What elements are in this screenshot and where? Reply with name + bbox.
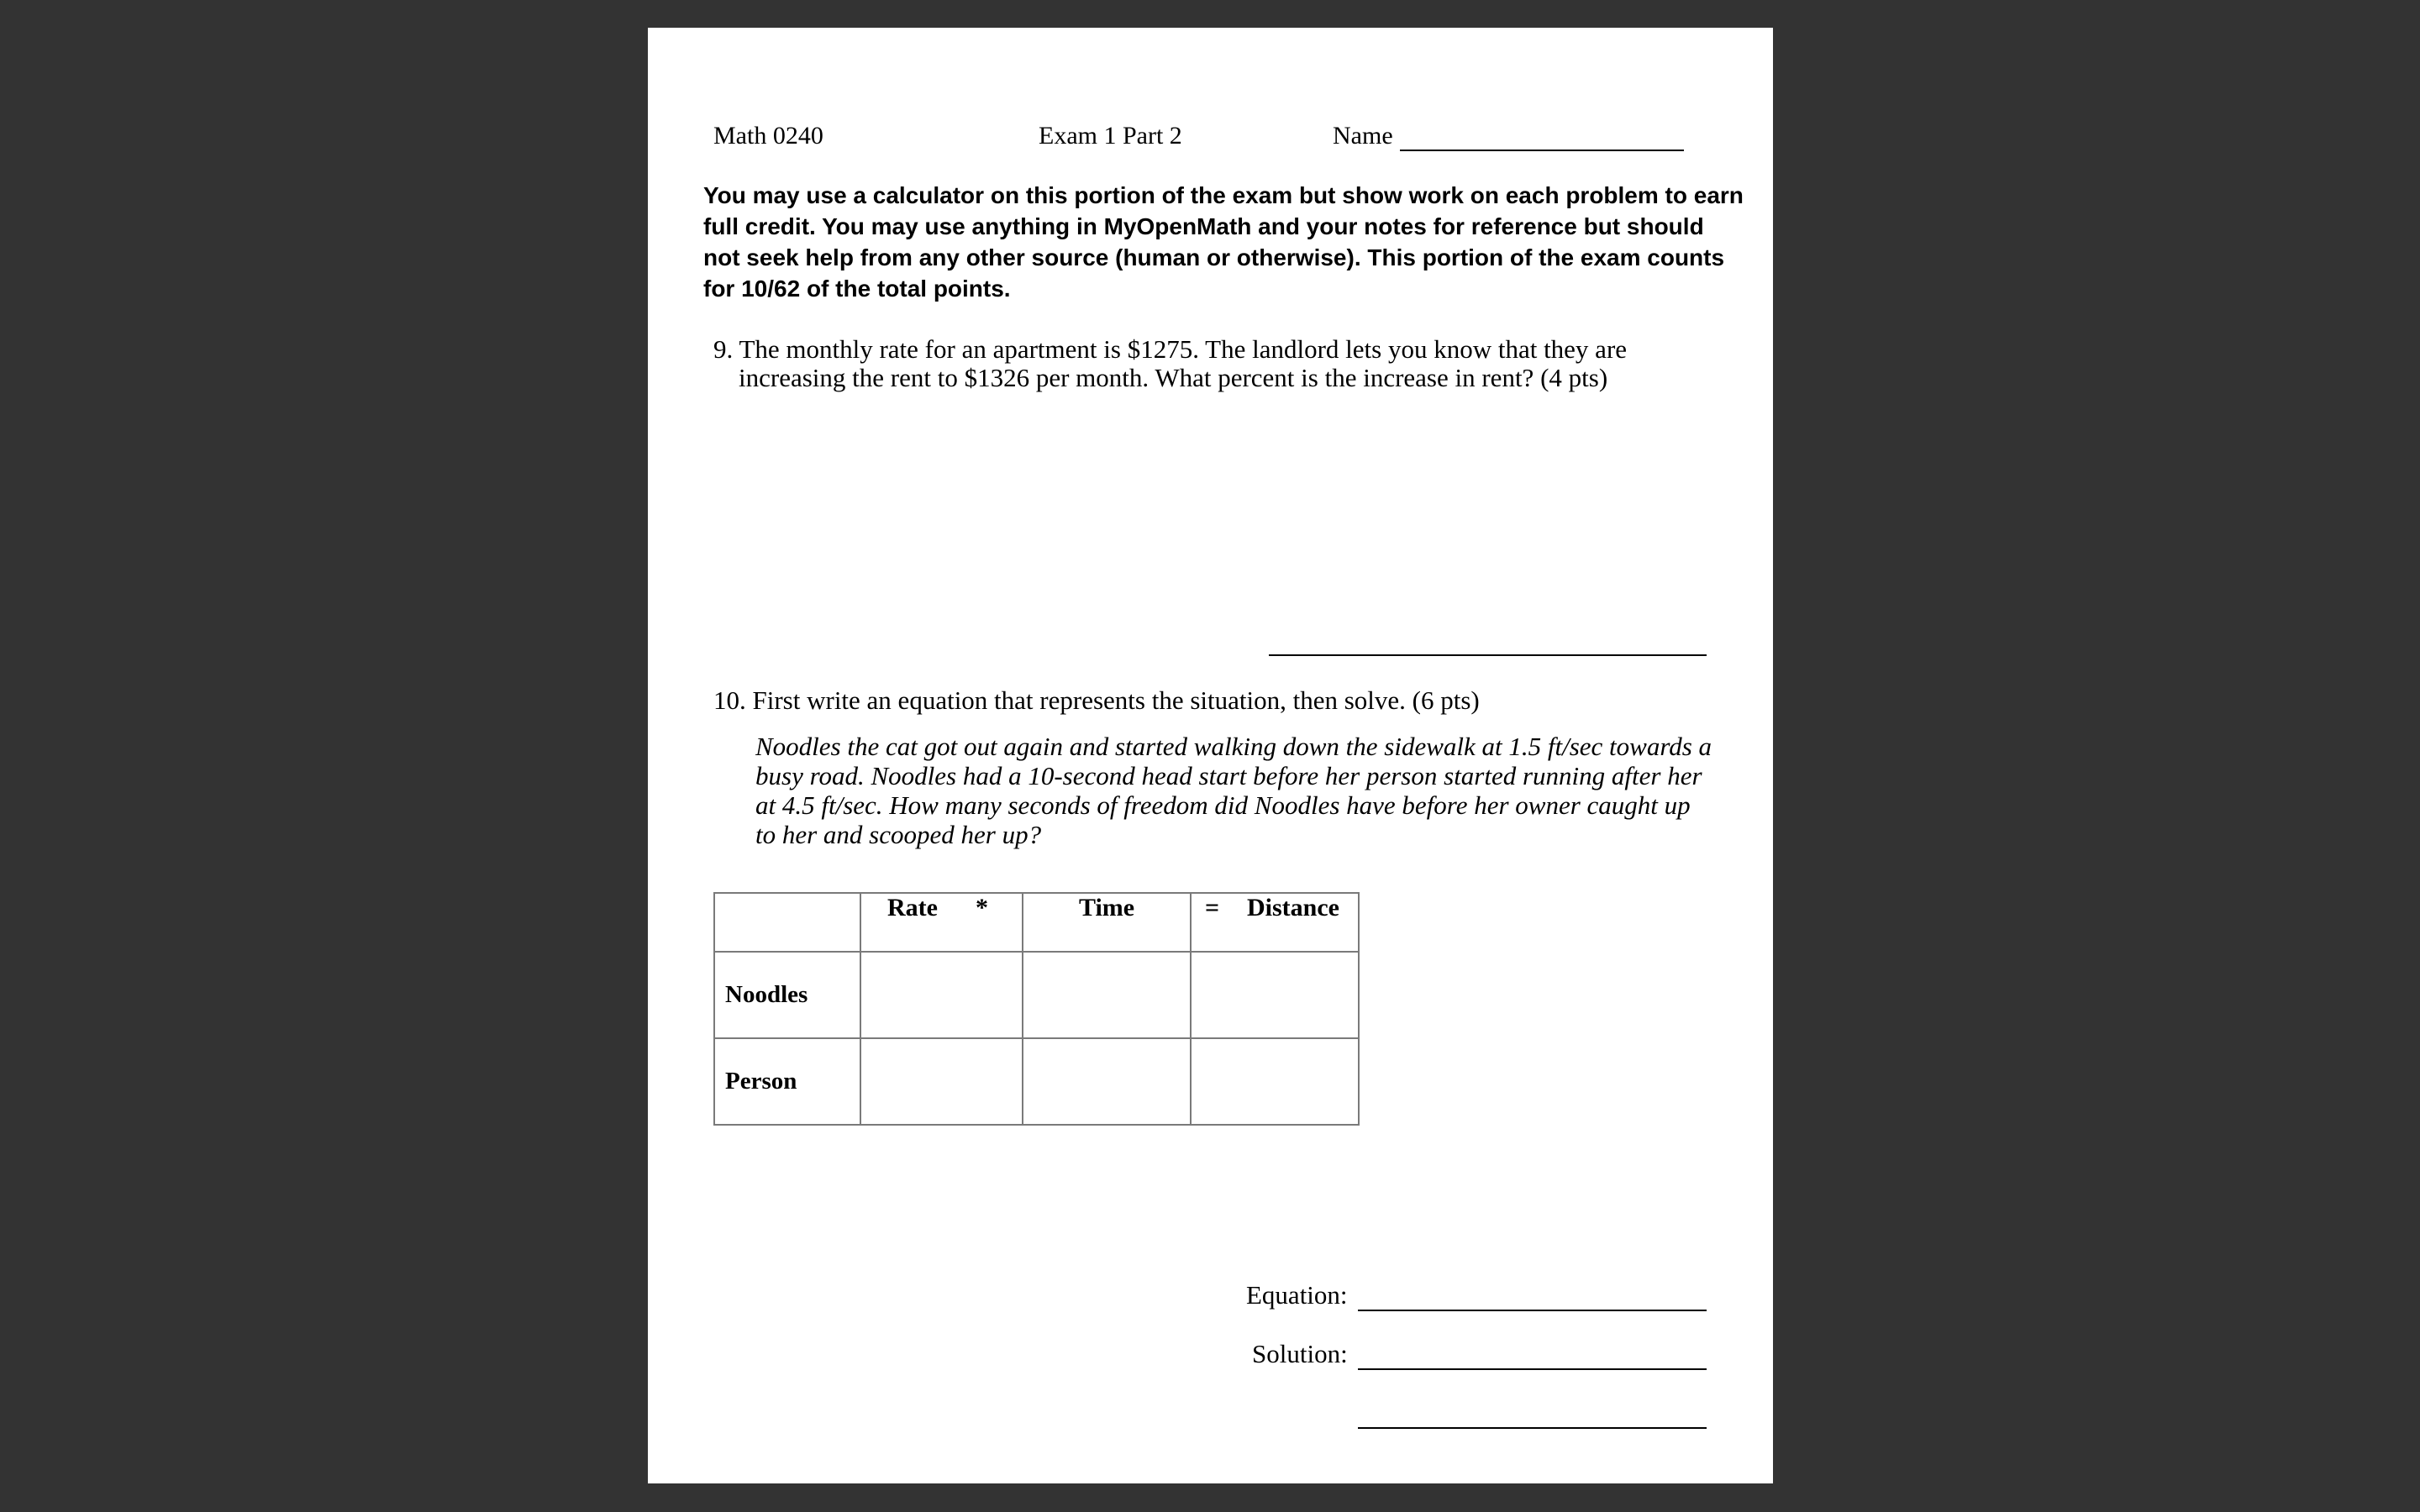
equation-blank[interactable]	[1358, 1310, 1707, 1311]
person-distance-cell[interactable]	[1191, 1038, 1359, 1125]
person-time-cell[interactable]	[1023, 1038, 1191, 1125]
noodles-distance-cell[interactable]	[1191, 952, 1359, 1038]
instruction-line: You may use a calculator on this portion of the exam but show work on each problem to earn	[703, 182, 1744, 208]
instruction-line: full credit. You may use anything in MyOpenMath and your notes for reference but should	[703, 213, 1704, 239]
instruction-line: not seek help from any other source (human or otherwise). This portion of the exam counts	[703, 244, 1725, 270]
time-header: Time	[1079, 894, 1135, 921]
noodles-time-cell[interactable]	[1023, 952, 1191, 1038]
row-label-person: Person	[714, 1038, 860, 1125]
scenario-line: to her and scooped her up?	[755, 820, 1042, 849]
distance-header-cell	[1191, 893, 1359, 952]
question-9	[713, 335, 1627, 392]
instruction-line: for 10/62 of the total points.	[703, 276, 1011, 302]
name-blank[interactable]	[1400, 150, 1684, 151]
person-rate-cell[interactable]	[860, 1038, 1023, 1125]
solution-units-blank[interactable]	[1358, 1427, 1707, 1429]
rate-time-distance-table	[713, 892, 1360, 1126]
time-header-cell	[1023, 893, 1191, 952]
question-10-prompt: 10. First write an equation that represents the situation, then solve. (6 pts)	[713, 685, 1480, 715]
distance-header: Distance	[1247, 894, 1339, 921]
question-9-line-2: increasing the rent to $1326 per month. What percent is the increase in rent? (4 pts)	[739, 363, 1608, 392]
question-10-scenario	[755, 732, 1712, 849]
question-9-line-1: 9. The monthly rate for an apartment is $1275. The landlord lets you know that they are	[713, 334, 1628, 364]
exam-page	[648, 28, 1773, 1483]
solution-blank[interactable]	[1358, 1368, 1707, 1370]
times-operator: *	[976, 894, 988, 921]
equation-label: Equation:	[1246, 1280, 1348, 1310]
noodles-rate-cell[interactable]	[860, 952, 1023, 1038]
scenario-line: busy road. Noodles had a 10-second head start before her person started running after her	[755, 761, 1702, 790]
rate-header: Rate	[887, 894, 938, 921]
question-9-answer-blank[interactable]	[1269, 654, 1707, 656]
solution-label: Solution:	[1252, 1339, 1348, 1368]
instructions	[703, 180, 1744, 304]
exam-title: Exam 1 Part 2	[1039, 122, 1182, 150]
rate-header-cell	[860, 893, 1023, 952]
scenario-line: at 4.5 ft/sec. How many seconds of freedom did Noodles have before her owner caught up	[755, 790, 1691, 820]
equals-operator: =	[1205, 894, 1220, 921]
scenario-line: Noodles the cat got out again and started walking down the sidewalk at 1.5 ft/sec towards a	[755, 732, 1712, 761]
name-label: Name	[1333, 122, 1393, 150]
course-title: Math 0240	[713, 122, 823, 150]
table-corner-cell	[714, 893, 860, 952]
row-label-noodles: Noodles	[714, 952, 860, 1038]
